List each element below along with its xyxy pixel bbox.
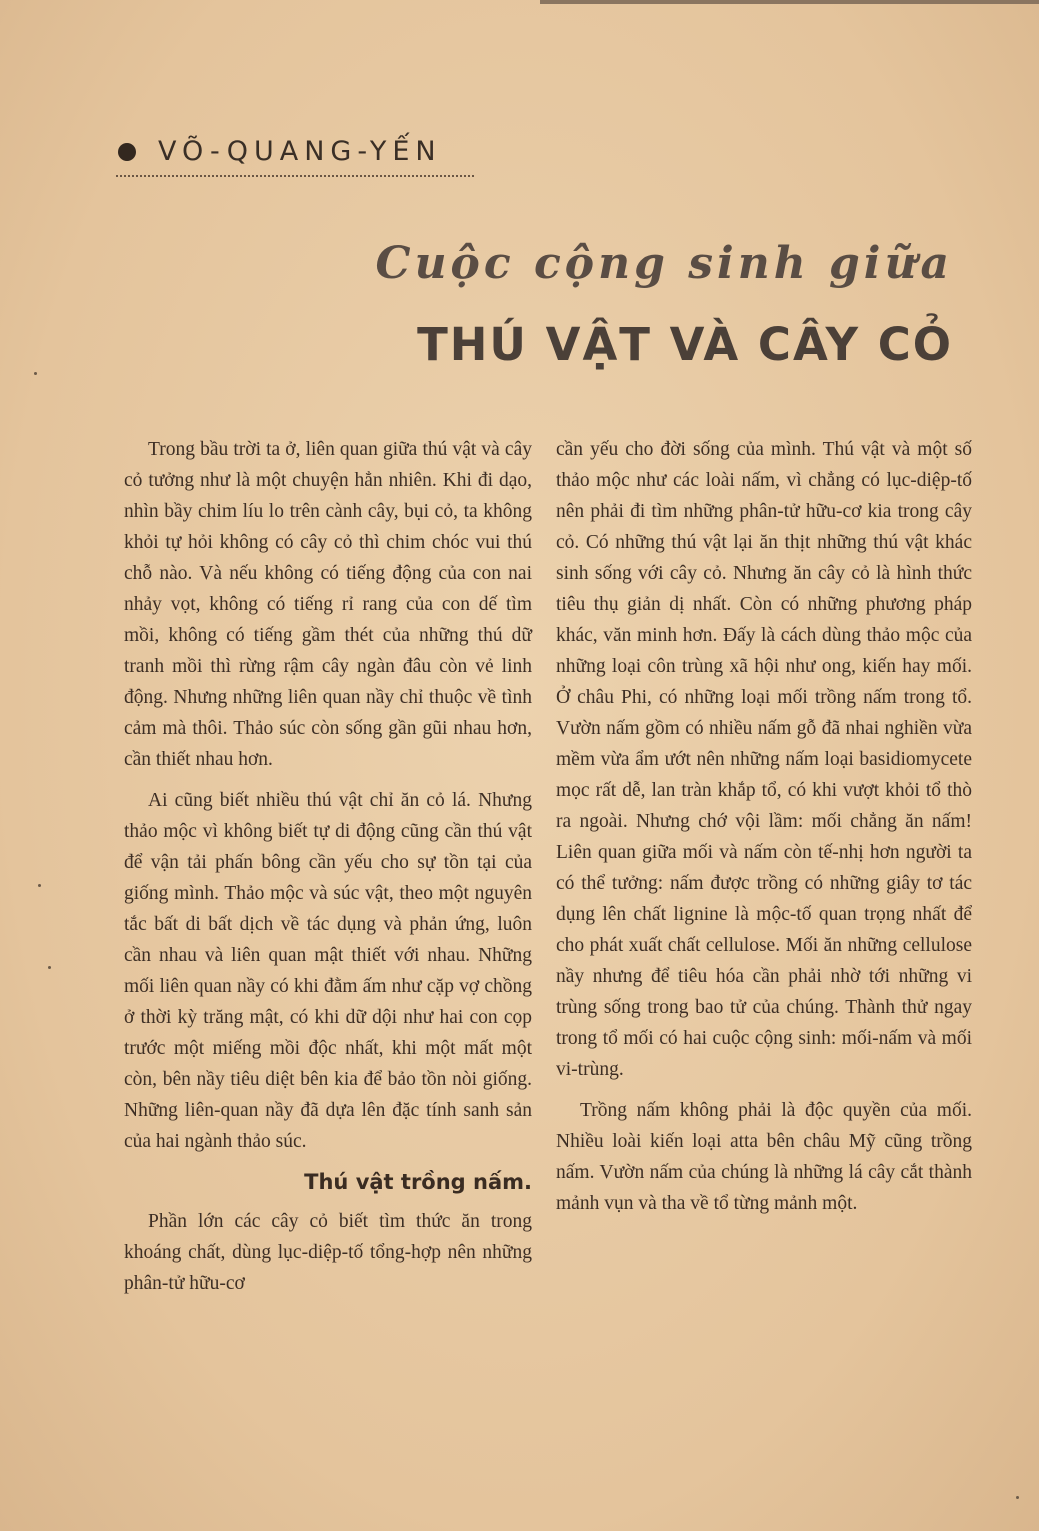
paragraph: Trong bầu trời ta ở, liên quan giữa thú vật và cây cỏ tưởng như là một chuyện hẳn nhiên. Khi đi dạo, nhìn bầy chim líu lo trên cành cây, bụi cỏ, ta không khỏi tự hỏi không có cây cỏ thì chim chóc vui thú chỗ nào. Và nếu không có tiếng động của con nai nhảy vọt, không có tiếng rỉ rang của con dế tìm mồi, không có tiếng gầm thét của những thú dữ tranh mồi thì rừng rậm cây ngàn đâu còn vẻ linh động. Nhưng những liên quan nầy chỉ thuộc về tình cảm mà thôi. Thảo súc còn sống gần gũi nhau hơn, cần thiết nhau hơn. bbox=[124, 439, 532, 770]
byline-dotted-rule bbox=[116, 175, 474, 177]
paragraph: Trồng nấm không phải là độc quyền của mối. Nhiều loài kiến loại atta bên châu Mỹ cũng trồng nấm. Vườn nấm của chúng là những lá cây cắt thành mảnh vụn và tha về tổ từng mảnh một. bbox=[556, 1100, 972, 1214]
article-title-line2: THÚ VẬT VÀ CÂY CỎ bbox=[417, 318, 953, 371]
bullet-icon bbox=[118, 143, 136, 161]
paper-speck bbox=[38, 884, 41, 887]
top-edge-rule bbox=[540, 0, 1039, 4]
left-column bbox=[124, 434, 532, 1309]
paragraph: Phần lớn các cây cỏ biết tìm thức ăn trong khoáng chất, dùng lục-diệp-tố tổng-hợp nên những phân-tử hữu-cơ bbox=[124, 1211, 532, 1294]
paragraph: cần yếu cho đời sống của mình. Thú vật và một số thảo mộc như các loài nấm, vì chẳng có lục-diệp-tố nên phải đi tìm những phân-tử hữu-cơ kia trong cây cỏ. Có những thú vật lại ăn thịt những thú vật khác sinh sống với cây cỏ. Nhưng ăn cây cỏ là hình thức tiêu thụ giản dị nhất. Còn có những phương pháp khác, văn minh hơn. Đấy là cách dùng thảo mộc của những loại côn trùng xã hội như ong, kiến hay mối. Ở châu Phi, có những loại mối trồng nấm trong tổ. Vườn nấm gồm có nhiều nấm gỗ đã nhai nghiền vừa mềm vừa ẩm ướt nên những nấm loại basidiomycete mọc rất dễ, lan tràn khắp tổ, có khi vượt khỏi tổ thò ra ngoài. Nhưng chớ vội lầm: mối chẳng ăn nấm! Liên quan giữa mối và nấm còn tế-nhị hơn người ta có thể tưởng: nấm được trồng có những giây tơ tác dụng lên chất lignine là mộc-tố quan trọng nhất để cho phát xuất chất cellulose. Mối ăn những cellulose nầy nhưng để tiêu hóa cần phải nhờ tới những vi trùng sống trong bao tử của chúng. Thành thử ngay trong tổ mối có hai cuộc cộng sinh: mối-nấm và mối vi-trùng. bbox=[556, 439, 972, 1080]
section-subheading: Thú vật trồng nấm. bbox=[304, 1170, 532, 1194]
right-column bbox=[556, 434, 972, 1229]
paper-speck bbox=[48, 966, 51, 969]
paper-speck bbox=[34, 372, 37, 375]
author-name: VÕ-QUANG-YẾN bbox=[158, 136, 442, 167]
paragraph: Ai cũng biết nhiều thú vật chỉ ăn cỏ lá. Nhưng thảo mộc vì không biết tự di động cũng cần thú vật để vận tải phấn bông cần yếu cho sự tồn tại của giống mình. Thảo mộc và súc vật, theo một nguyên tắc bất di bất dịch về tác dụng và phản ứng, luôn cần nhau và liên quan mật thiết với nhau. Những mối liên quan nầy có khi đằm ấm như cặp vợ chồng ở thời kỳ trăng mật, có khi dữ dội như hai con cọp trước một miếng mồi độc nhất, khi một mất một còn, bên nầy tiêu diệt bên kia để bảo tồn nòi giống. Những liên-quan nầy đã dựa lên đặc tính sanh sản của hai ngành thảo súc. bbox=[124, 790, 532, 1152]
article-title-line1: Cuộc cộng sinh giữa bbox=[375, 238, 953, 289]
paper-speck bbox=[1016, 1496, 1019, 1499]
byline bbox=[118, 136, 442, 167]
